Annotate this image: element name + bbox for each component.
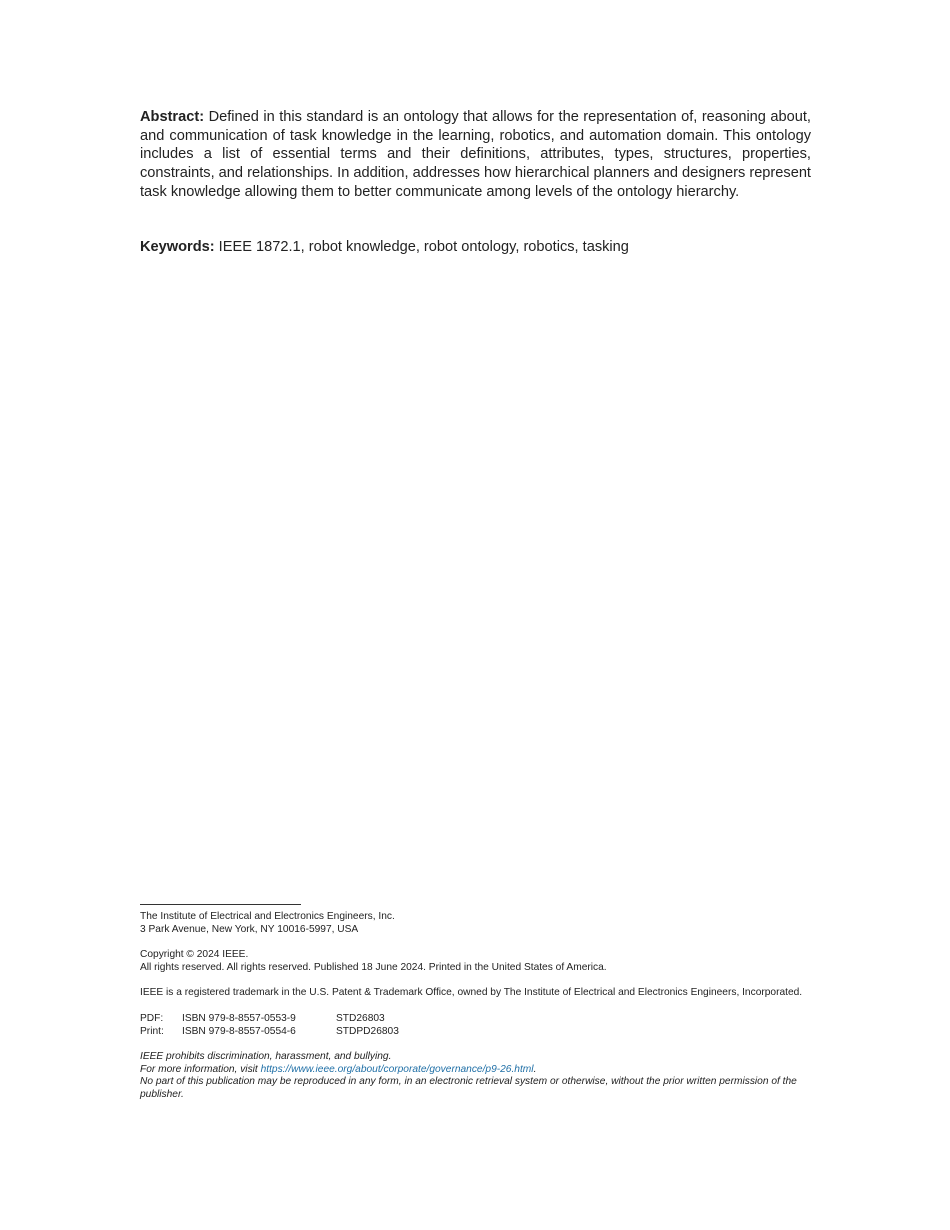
keywords-label: Keywords: (140, 239, 215, 255)
keywords-text: IEEE 1872.1, robot knowledge, robot ontology, robotics, tasking (218, 239, 629, 255)
isbn-code: STD26803 (336, 1012, 385, 1024)
publisher-name: The Institute of Electrical and Electronics Engineers, Inc. (140, 911, 395, 922)
more-info-prefix: For more information, visit (140, 1063, 261, 1075)
publication-footer (140, 911, 811, 1102)
abstract-label: Abstract: (140, 109, 205, 125)
rights-line: All rights reserved. All rights reserved. Published 18 June 2024. Printed in the United States of America. (140, 961, 607, 973)
isbn-row-pdf (140, 1013, 811, 1026)
policy-link[interactable]: https://www.ieee.org/about/corporate/governance/p9-26.html (260, 1063, 534, 1075)
more-info-suffix: . (533, 1063, 537, 1075)
isbn-list (140, 1013, 811, 1038)
isbn-number: ISBN 979-8-8557-0553-9 (182, 1012, 296, 1024)
isbn-number: ISBN 979-8-8557-0554-6 (182, 1025, 296, 1037)
abstract-paragraph (140, 108, 811, 202)
copyright-info (140, 949, 811, 974)
isbn-code: STDPD26803 (336, 1025, 399, 1037)
isbn-format: PDF: (140, 1012, 164, 1024)
trademark-notice: IEEE is a registered trademark in the U.S. Patent & Trademark Office, owned by The Institute of Electrical and Electronics Engineers, Incorporated. (140, 987, 803, 999)
abstract-text: Defined in this standard is an ontology that allows for the representation of, reasoning about, and communication of task knowledge in the learning, robotics, and automation domain. This ontology includes a list of essential terms and their definitions, attributes, types, structures, properties, constraints, and relationships. In addition, addresses how hierarchical planners and designers represent task knowledge allowing them to better communicate among levels of the ontology hierarchy. (140, 109, 811, 200)
discrimination-notice: IEEE prohibits discrimination, harassment, and bullying. (140, 1051, 392, 1063)
isbn-format: Print: (140, 1025, 164, 1037)
reproduction-notice: No part of this publication may be reproduced in any form, in an electronic retrieval system or otherwise, without the prior written permission of the publisher. (140, 1076, 797, 1100)
copyright-line: Copyright © 2024 IEEE. (140, 949, 249, 961)
footer-divider (140, 904, 301, 905)
keywords-paragraph (140, 238, 811, 257)
legal-notice (140, 1051, 811, 1101)
isbn-row-print (140, 1026, 811, 1039)
publisher-info (140, 911, 811, 936)
publisher-address: 3 Park Avenue, New York, NY 10016-5997, USA (140, 923, 359, 935)
